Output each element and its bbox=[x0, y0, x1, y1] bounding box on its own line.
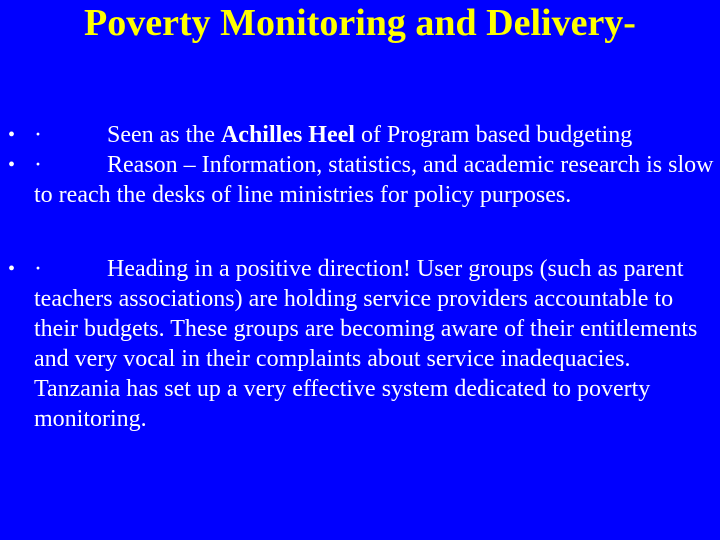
bullet-text-lead: Seen as the bbox=[107, 122, 221, 148]
bold-term: Achilles Heel bbox=[220, 122, 355, 148]
sub-bullet-dot-icon: · bbox=[34, 122, 42, 148]
bullet-dot-icon: • bbox=[8, 124, 16, 146]
bullet-item-positive-direction bbox=[0, 254, 720, 434]
bullet-dot-icon: • bbox=[8, 258, 16, 280]
bullet-text-tail: of Program based budgeting bbox=[354, 122, 633, 148]
sub-bullet-dot-icon: · bbox=[34, 256, 42, 282]
bullet-list bbox=[0, 120, 720, 434]
bullet-item-reason bbox=[0, 150, 720, 210]
slide-title: Poverty Monitoring and Delivery- bbox=[84, 2, 636, 44]
bullet-item-achilles-heel bbox=[0, 120, 720, 150]
bullet-dot-icon: • bbox=[8, 154, 16, 176]
bullet-text: Heading in a positive direction! User groups (such as parent teachers associations) are holding service providers accountable to their budgets. These groups are becoming aware of their entitlements and very vocal in their complaints about service inadequacies. Tanzania has set up a very effective system dedicated to poverty monitoring. bbox=[34, 256, 698, 432]
bullet-text: Reason – Information, statistics, and academic research is slow to reach the desks of line ministries for policy purposes. bbox=[34, 152, 714, 208]
sub-bullet-dot-icon: · bbox=[34, 152, 42, 178]
